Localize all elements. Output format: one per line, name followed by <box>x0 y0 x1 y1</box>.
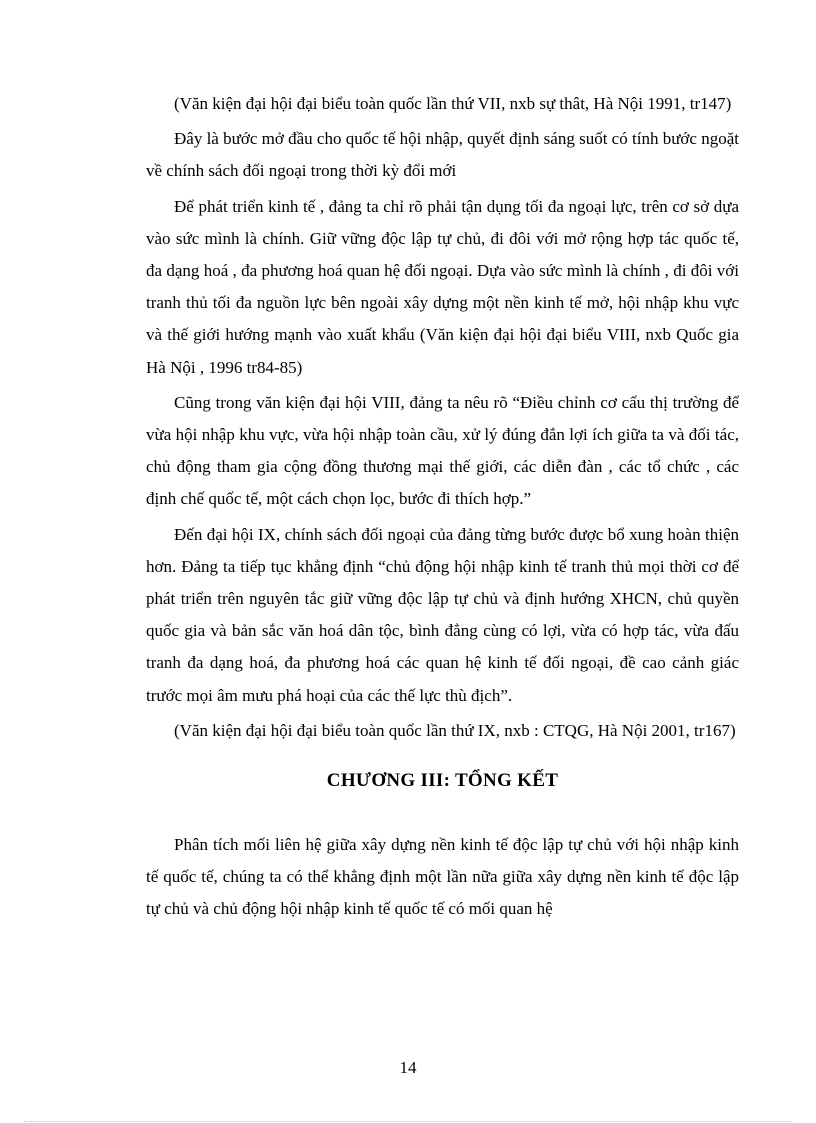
body-paragraph-external-resources: Để phát triển kinh tế , đảng ta chỉ rõ phải tận dụng tối đa ngoại lực, trên cơ sở dựa vào sức mình là chính. Giữ vững độc lập tự chủ, đi đôi với mở rộng hợp tác quốc tế, đa dạng hoá , đa phương hoá quan hệ đối ngoại. Dựa vào sức mình là chính , đi đôi với tranh thủ tối đa nguồn lực bên ngoài xây dựng một nền kinh tế mở, hội nhập khu vực và thế giới hướng mạnh vào xuất khẩu (Văn kiện đại hội đại biểu VIII, nxb Quốc gia Hà Nội , 1996 tr84-85) <box>146 196 739 377</box>
chapter-title: CHƯƠNG III: TỔNG KẾT <box>326 770 559 792</box>
page-bottom-divider <box>24 1121 792 1122</box>
body-paragraph-congress-ix: Đến đại hội IX, chính sách đối ngoại của đảng từng bước được bổ xung hoàn thiện hơn. Đảng ta tiếp tục khẳng định “chủ động hội nhập kinh tế tranh thủ mọi thời cơ để phát triển trên nguyên tắc giữ vững độc lập tự chủ và định hướng XHCN, chủ quyền quốc gia và bản sắc văn hoá dân tộc, bình đẳng cùng có lợi, vừa có hợp tác, vừa đấu tranh đa dạng hoá, đa phương hoá các quan hệ kinh tế đối ngoại, đề cao cảnh giác trước mọi âm mưu phá hoại của các thế lực thù địch”. <box>146 524 739 705</box>
citation-paragraph-vii: (Văn kiện đại hội đại biểu toàn quốc lần thứ VII, nxb sự thât, Hà Nội 1991, tr147) <box>174 94 732 113</box>
chapter-spacer <box>146 797 739 829</box>
page-body <box>146 88 739 926</box>
body-paragraph-congress-viii: Cũng trong văn kiện đại hội VIII, đảng ta nêu rõ “Điều chỉnh cơ cấu thị trường để vừa hội nhập khu vực, vừa hội nhập toàn cầu, xử lý đúng đắn lợi ích giữa ta và đối tác, chủ động tham gia cộng đồng thương mại thế giới, các diễn đàn , các tổ chức , các định chế quốc tế, một cách chọn lọc, bước đi thích hợp.” <box>146 392 739 509</box>
closing-paragraph: Phân tích mối liên hệ giữa xây dựng nền kinh tế độc lập tự chủ với hội nhập kinh tế quốc tế, chúng ta có thể khẳng định một lần nữa giữa xây dựng nền kinh tế độc lập tự chủ và chủ động hội nhập kinh tế quốc tế có mối quan hệ <box>146 835 739 919</box>
body-paragraph-turning-point: Đây là bước mở đầu cho quốc tế hội nhập, quyết định sáng suốt có tính bước ngoặt về chính sách đối ngoại trong thời kỳ đổi mới <box>146 129 739 181</box>
page-number: 14 <box>399 1058 417 1077</box>
citation-paragraph-ix: (Văn kiện đại hội đại biểu toàn quốc lần thứ IX, nxb : CTQG, Hà Nội 2001, tr167) <box>174 720 736 740</box>
